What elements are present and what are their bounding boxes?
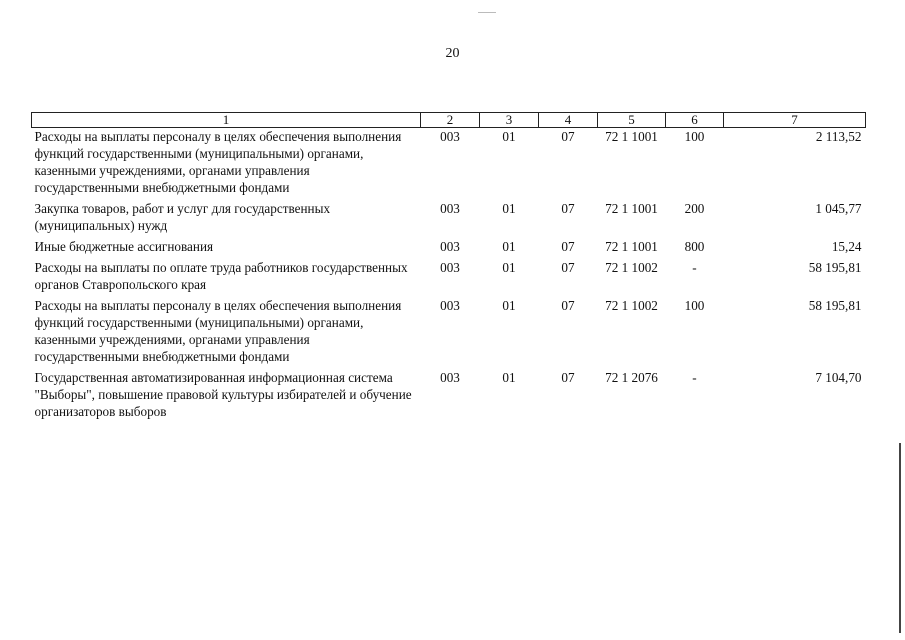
row-description: Государственная автоматизированная информационная система "Выборы", повышение правовой культуры избирателей и обучение организаторов выборов	[34, 370, 412, 419]
cell-target-article: 72 1 1001	[605, 129, 658, 144]
cell-expense-type: 200	[684, 201, 705, 216]
cell-code: 003	[440, 298, 460, 313]
budget-table	[31, 112, 866, 424]
scan-edge-line	[899, 443, 901, 633]
cell-subsection: 07	[561, 370, 575, 385]
column-header: 6	[666, 113, 724, 128]
cell-section: 01	[502, 201, 516, 216]
row-description: Закупка товаров, работ и услуг для государственных (муниципальных) нужд	[34, 201, 331, 233]
row-description: Иные бюджетные ассигнования	[34, 239, 214, 254]
cell-code: 003	[440, 260, 460, 275]
cell-code: 003	[440, 239, 460, 254]
cell-code: 003	[440, 129, 460, 144]
cell-expense-type: -	[692, 370, 697, 385]
cell-code: 003	[440, 201, 460, 216]
cell-expense-type: 100	[684, 298, 705, 313]
cell-expense-type: -	[692, 260, 697, 275]
cell-amount: 2 113,52	[815, 129, 862, 144]
cell-target-article: 72 1 1001	[605, 239, 658, 254]
cell-amount: 58 195,81	[808, 260, 862, 275]
cell-subsection: 07	[561, 129, 575, 144]
row-description: Расходы на выплаты персоналу в целях обеспечения выполнения функций государственными (муниципальными) органами, казенными учреждениями, органами управления государственными внебюджетными фондами	[34, 298, 402, 364]
scan-mark	[478, 12, 496, 13]
cell-amount: 58 195,81	[808, 298, 862, 313]
column-header: 4	[539, 113, 598, 128]
cell-expense-type: 800	[684, 239, 705, 254]
cell-subsection: 07	[561, 239, 575, 254]
row-description: Расходы на выплаты по оплате труда работников государственных органов Ставропольского края	[34, 260, 408, 292]
cell-subsection: 07	[561, 298, 575, 313]
cell-target-article: 72 1 1001	[605, 201, 658, 216]
cell-expense-type: 100	[684, 129, 705, 144]
cell-target-article: 72 1 1002	[605, 298, 658, 313]
cell-code: 003	[440, 370, 460, 385]
column-header: 2	[421, 113, 480, 128]
cell-amount: 15,24	[831, 239, 862, 254]
column-header: 1	[32, 113, 421, 128]
page-number: 20	[445, 46, 460, 61]
table-row	[32, 297, 866, 369]
cell-subsection: 07	[561, 201, 575, 216]
cell-section: 01	[502, 239, 516, 254]
table-row	[32, 259, 866, 297]
cell-section: 01	[502, 129, 516, 144]
column-header: 3	[480, 113, 539, 128]
table-row	[32, 128, 866, 201]
cell-target-article: 72 1 1002	[605, 260, 658, 275]
cell-amount: 1 045,77	[815, 201, 862, 216]
table-row	[32, 238, 866, 259]
row-description: Расходы на выплаты персоналу в целях обеспечения выполнения функций государственными (муниципальными) органами, казенными учреждениями, органами управления государственными внебюджетными фондами	[34, 129, 402, 195]
cell-amount: 7 104,70	[815, 370, 862, 385]
cell-section: 01	[502, 370, 516, 385]
cell-subsection: 07	[561, 260, 575, 275]
column-header: 5	[598, 113, 666, 128]
column-header: 7	[724, 113, 866, 128]
cell-target-article: 72 1 2076	[605, 370, 658, 385]
header-row	[32, 113, 866, 128]
cell-section: 01	[502, 260, 516, 275]
table-row	[32, 200, 866, 238]
table-row	[32, 369, 866, 424]
cell-section: 01	[502, 298, 516, 313]
